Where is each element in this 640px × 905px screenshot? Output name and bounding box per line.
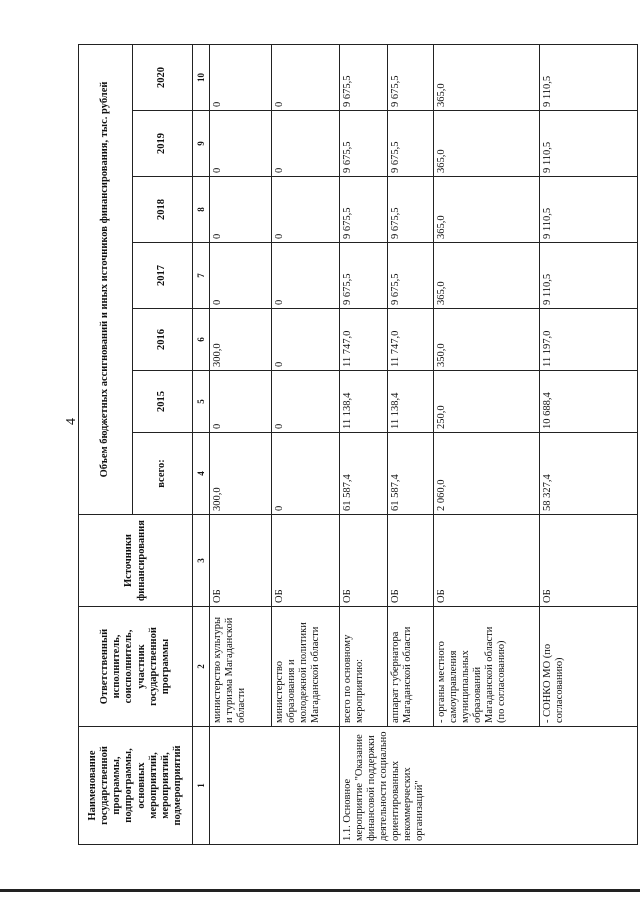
year-value-cell: 0 xyxy=(272,371,340,433)
year-value-cell: 11 138,4 xyxy=(388,371,434,433)
year-value-cell: 9 675,5 xyxy=(340,44,388,110)
total-cell: 2 060,0 xyxy=(434,433,540,515)
column-numbers-row xyxy=(193,44,210,844)
table-row xyxy=(210,44,272,844)
table-row xyxy=(388,44,434,844)
column-number: 5 xyxy=(193,371,210,433)
column-number: 1 xyxy=(193,727,210,845)
year-value-cell: 365,0 xyxy=(434,111,540,177)
table-row xyxy=(340,44,388,844)
header-year: 2015 xyxy=(133,371,193,433)
scan-edge-bar xyxy=(0,889,640,892)
total-cell: 300,0 xyxy=(210,433,272,515)
year-value-cell: 9 110,5 xyxy=(540,111,638,177)
year-value-cell: 9 675,5 xyxy=(388,243,434,309)
year-value-cell: 9 110,5 xyxy=(540,243,638,309)
source-cell: ОБ xyxy=(272,515,340,607)
year-value-cell: 11 747,0 xyxy=(388,309,434,371)
year-value-cell: 0 xyxy=(210,44,272,110)
column-number: 8 xyxy=(193,177,210,243)
year-value-cell: 9 675,5 xyxy=(340,243,388,309)
year-value-cell: 0 xyxy=(210,371,272,433)
total-cell: 58 327,4 xyxy=(540,433,638,515)
column-number: 6 xyxy=(193,309,210,371)
year-value-cell: 0 xyxy=(210,177,272,243)
executor-cell: - органы местного самоуправления муниципальных образований Магаданской области (по согласованию) xyxy=(434,607,540,727)
header-year: 2019 xyxy=(133,111,193,177)
table-row xyxy=(434,44,540,844)
document-table-rotated xyxy=(78,45,638,845)
header-executor: Ответственный исполнитель, соисполнитель, участник государственной программы xyxy=(79,607,193,727)
header-year: 2018 xyxy=(133,177,193,243)
column-number: 2 xyxy=(193,607,210,727)
header-year: 2017 xyxy=(133,243,193,309)
executor-cell: министерство образования и молодежной политики Магаданской области xyxy=(272,607,340,727)
year-value-cell: 11 138,4 xyxy=(340,371,388,433)
program-name-cell xyxy=(210,727,340,845)
source-cell: ОБ xyxy=(340,515,388,607)
executor-cell: - СОНКО МО (по согласованию) xyxy=(540,607,638,727)
year-value-cell: 365,0 xyxy=(434,44,540,110)
year-value-cell: 0 xyxy=(210,111,272,177)
header-program-name: Наименование государственной программы, подпрограммы, основных мероприятий, мероприятий, подмероприятий xyxy=(79,727,193,845)
program-name-cell: 1.1. Основное мероприятие "Оказание финансовой поддержки деятельности социально ориентированных некоммерческих организаций" xyxy=(340,727,638,845)
source-cell: ОБ xyxy=(434,515,540,607)
column-number: 4 xyxy=(193,433,210,515)
year-value-cell: 9 675,5 xyxy=(388,111,434,177)
source-cell: ОБ xyxy=(210,515,272,607)
column-number: 9 xyxy=(193,111,210,177)
source-cell: ОБ xyxy=(540,515,638,607)
column-number: 7 xyxy=(193,243,210,309)
year-value-cell: 365,0 xyxy=(434,177,540,243)
year-value-cell: 9 110,5 xyxy=(540,44,638,110)
total-cell: 61 587,4 xyxy=(388,433,434,515)
year-value-cell: 9 675,5 xyxy=(388,177,434,243)
year-value-cell: 9 675,5 xyxy=(340,111,388,177)
year-value-cell: 0 xyxy=(272,44,340,110)
executor-cell: всего по основному мероприятию: xyxy=(340,607,388,727)
header-total: всего: xyxy=(133,433,193,515)
source-cell: ОБ xyxy=(388,515,434,607)
total-cell: 61 587,4 xyxy=(340,433,388,515)
executor-cell: аппарат губернатора Магаданской области xyxy=(388,607,434,727)
header-funding-volume: Объем бюджетных ассигнований и иных источников финансирования, тыс. рублей xyxy=(79,44,133,514)
budget-table xyxy=(78,44,638,845)
column-number: 10 xyxy=(193,44,210,110)
year-value-cell: 0 xyxy=(272,111,340,177)
column-number: 3 xyxy=(193,515,210,607)
year-value-cell: 0 xyxy=(272,309,340,371)
header-year: 2016 xyxy=(133,309,193,371)
year-value-cell: 11 747,0 xyxy=(340,309,388,371)
year-value-cell: 0 xyxy=(210,243,272,309)
total-cell: 0 xyxy=(272,433,340,515)
table-row xyxy=(272,44,340,844)
year-value-cell: 300,0 xyxy=(210,309,272,371)
header-year: 2020 xyxy=(133,44,193,110)
year-value-cell: 250,0 xyxy=(434,371,540,433)
year-value-cell: 0 xyxy=(272,243,340,309)
year-value-cell: 9 110,5 xyxy=(540,177,638,243)
year-value-cell: 350,0 xyxy=(434,309,540,371)
year-value-cell: 365,0 xyxy=(434,243,540,309)
year-value-cell: 10 688,4 xyxy=(540,371,638,433)
executor-cell: министерство культуры и туризма Магаданской области xyxy=(210,607,272,727)
year-value-cell: 9 675,5 xyxy=(340,177,388,243)
page-number: 4 xyxy=(64,418,79,425)
year-value-cell: 11 197,0 xyxy=(540,309,638,371)
table-row xyxy=(540,44,638,844)
header-funding-source: Источники финансирования xyxy=(79,515,193,607)
year-value-cell: 0 xyxy=(272,177,340,243)
year-value-cell: 9 675,5 xyxy=(388,44,434,110)
